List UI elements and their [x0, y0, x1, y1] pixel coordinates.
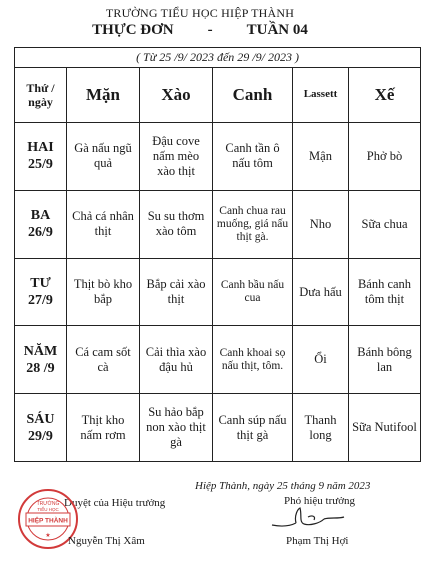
- day-date: 27/9: [28, 293, 53, 309]
- lassett-cell: Ổi: [293, 326, 349, 394]
- day-cell: [15, 394, 67, 462]
- man-cell: Thịt kho nấm rơm: [67, 394, 140, 462]
- man-cell: Thịt bò kho bắp: [67, 258, 140, 326]
- menu-table: [14, 47, 421, 462]
- day-date: 29/9: [28, 428, 53, 444]
- school-name: TRƯỜNG TIỂU HỌC HIỆP THÀNH: [105, 6, 295, 20]
- canh-cell: Canh khoai sọ nấu thịt, tôm.: [213, 326, 293, 394]
- canh-cell: Canh tần ô nấu tôm: [213, 123, 293, 191]
- col-day-header: [15, 67, 67, 122]
- man-cell: Chả cá nhân thịt: [67, 190, 140, 258]
- table-row: [15, 123, 421, 191]
- xe-cell: Bánh canh tôm thịt: [349, 258, 421, 326]
- day-cell: [15, 326, 67, 394]
- xe-cell: Sữa Nutifool: [349, 394, 421, 462]
- date-range-row: [15, 48, 421, 68]
- title-left: THỰC ĐƠN: [92, 22, 174, 38]
- xao-cell: Bắp cải xào thịt: [140, 258, 213, 326]
- xe-cell: Sữa chua: [349, 190, 421, 258]
- xao-cell: Đậu cove nấm mèo xào thịt: [140, 123, 213, 191]
- day-name: SÁU: [26, 411, 55, 427]
- col-day-line2: ngày: [28, 94, 53, 109]
- svg-text:TIỂU HỌC: TIỂU HỌC: [37, 507, 59, 512]
- lassett-cell: Nho: [293, 190, 349, 258]
- day-cell: [15, 190, 67, 258]
- xe-cell: Phở bò: [349, 123, 421, 191]
- lassett-cell: Mận: [293, 123, 349, 191]
- place-date: Hiệp Thành, ngày 25 tháng 9 năm 2023: [195, 480, 371, 492]
- lassett-cell: Dưa hấu: [293, 258, 349, 326]
- title-week: TUẦN 04: [246, 22, 308, 38]
- svg-text:TRƯỜNG: TRƯỜNG: [36, 501, 60, 507]
- day-cell: [15, 258, 67, 326]
- table-row: [15, 394, 421, 462]
- vice-principal-label: Phó hiệu trưởng: [284, 495, 356, 507]
- day-name: HAI: [27, 140, 54, 156]
- day-name: TƯ: [30, 276, 51, 292]
- table-row: [15, 190, 421, 258]
- col-lassett-header: Lassett: [293, 67, 349, 122]
- lassett-cell: Thanh long: [293, 394, 349, 462]
- svg-text:HIỆP THÀNH: HIỆP THÀNH: [28, 517, 68, 525]
- col-day-line1: Thứ /: [26, 80, 55, 95]
- canh-cell: Canh súp nấu thịt gà: [213, 394, 293, 462]
- col-man-header: Mặn: [67, 67, 140, 122]
- table-row: [15, 258, 421, 326]
- date-range: ( Từ 25 /9/ 2023 đến 29 /9/ 2023 ): [15, 48, 421, 68]
- vice-principal-signature: [268, 505, 348, 531]
- col-canh-header: Canh: [213, 67, 293, 122]
- col-xao-header: Xào: [140, 67, 213, 122]
- day-name: BA: [30, 208, 51, 224]
- title-dash: -: [207, 22, 213, 38]
- header-row: [15, 67, 421, 122]
- day-date: 26/9: [28, 225, 53, 241]
- vice-principal-name: Phạm Thị Hợi: [286, 535, 349, 547]
- man-cell: Cá cam sốt cà: [67, 326, 140, 394]
- day-date: 25/9: [28, 157, 53, 173]
- table-row: [15, 326, 421, 394]
- col-xe-header: Xế: [349, 67, 421, 122]
- day-date: 28 /9: [26, 360, 55, 376]
- svg-text:★: ★: [45, 533, 51, 539]
- approval-label: Duyệt của Hiệu trưởng: [64, 497, 166, 509]
- canh-cell: Canh chua rau muống, giá nấu thịt gà.: [213, 190, 293, 258]
- day-cell: [15, 123, 67, 191]
- xao-cell: Su hảo bắp non xào thịt gà: [140, 394, 213, 462]
- day-name: NĂM: [23, 343, 58, 359]
- principal-name: Nguyễn Thị Xâm: [68, 535, 145, 547]
- xao-cell: Su su thơm xào tôm: [140, 190, 213, 258]
- xao-cell: Cải thìa xào đậu hủ: [140, 326, 213, 394]
- xe-cell: Bánh bông lan: [349, 326, 421, 394]
- canh-cell: Canh bầu nấu cua: [213, 258, 293, 326]
- man-cell: Gà nấu ngũ quả: [67, 123, 140, 191]
- menu-title: [0, 22, 400, 39]
